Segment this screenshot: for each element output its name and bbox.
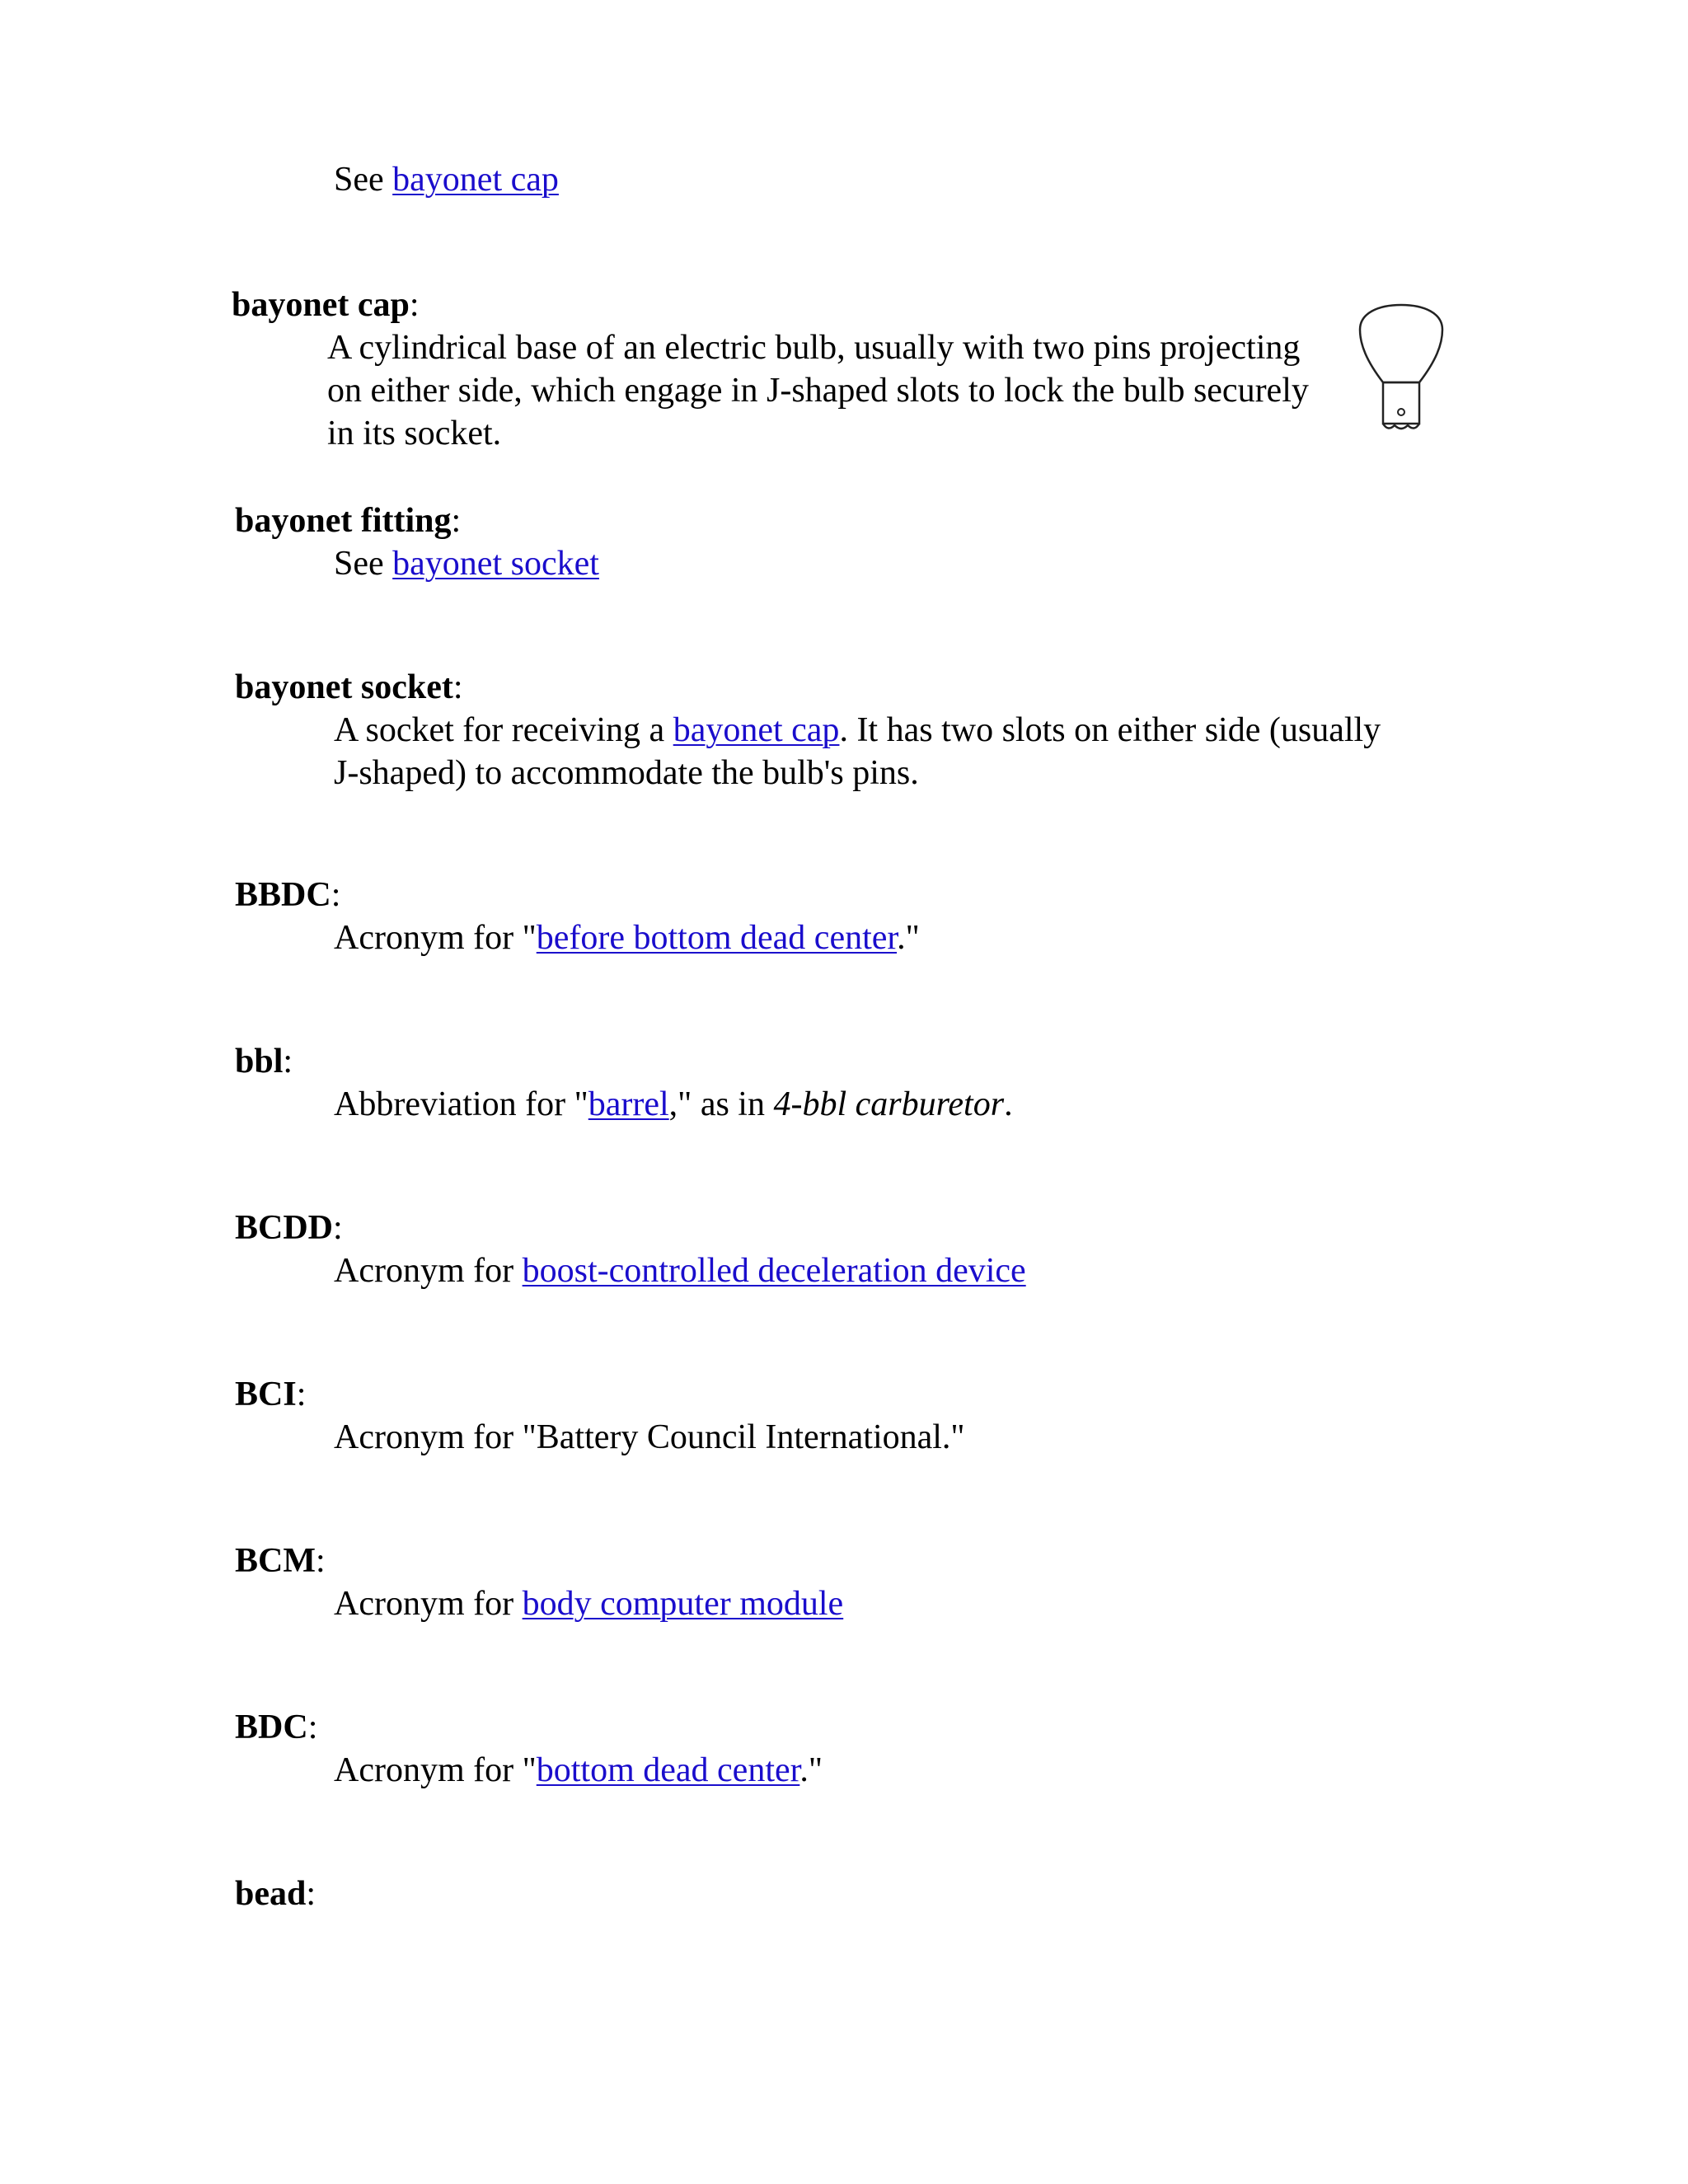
definition-prefix: Acronym for " [334, 1751, 537, 1789]
definition-suffix: ." [799, 1751, 823, 1789]
entry-term: BCM [235, 1542, 316, 1580]
definition-suffix: ." [897, 919, 920, 957]
term-colon: : [451, 502, 462, 540]
entry-term: bayonet socket [235, 668, 453, 706]
definition-suffix: . [1004, 1085, 1013, 1123]
entry-bead [235, 1872, 1372, 1915]
term-colon: : [296, 1376, 307, 1413]
entry-bci [235, 1373, 1372, 1459]
definition-prefix: Acronym for " [334, 919, 537, 957]
definition-prefix: Acronym for [334, 1252, 523, 1290]
entry-definition: A cylindrical base of an electric bulb, usually with two pins projecting on either side, which engage in J-shaped slots to lock the bulb securely in its socket. [327, 329, 1309, 452]
link-body-computer-module[interactable]: body computer module [522, 1585, 844, 1623]
entry-term-line [235, 1040, 1372, 1083]
entry-term: bayonet fitting [235, 502, 452, 540]
entry-term: BCI [235, 1376, 297, 1413]
entry-definition [334, 709, 1405, 794]
link-bottom-dead-center[interactable]: bottom dead center [536, 1751, 800, 1789]
definition-prefix: Abbreviation for " [334, 1085, 588, 1123]
link-before-bottom-dead-center[interactable]: before bottom dead center [536, 919, 898, 957]
definition-suffix: . It has two slots on either side (usually J-shaped) to accommodate the bulb's pins. [334, 711, 1381, 792]
see-reference [334, 158, 559, 201]
term-colon: : [333, 1209, 343, 1247]
entry-definition [334, 1582, 1372, 1625]
entry-term-line [235, 666, 1405, 709]
entry-bcm [235, 1540, 1372, 1625]
term-colon: : [409, 286, 420, 324]
term-colon: : [306, 1875, 316, 1913]
entry-bayonet-fitting [235, 499, 1372, 585]
entry-term: BDC [235, 1708, 308, 1746]
entry-term: bayonet cap [232, 286, 410, 324]
entry-definition [334, 1083, 1372, 1126]
entry-definition [334, 916, 1372, 959]
entry-term-line [235, 1706, 1372, 1749]
entry-bayonet-socket [235, 666, 1405, 794]
term-colon: : [331, 876, 341, 914]
entry-bdc [235, 1706, 1372, 1792]
entry-bayonet-cap [232, 284, 1369, 455]
entry-term-line [235, 1373, 1372, 1416]
link-bayonet-cap[interactable]: bayonet cap [392, 161, 559, 199]
entry-definition [334, 542, 1372, 585]
definition-prefix: See [334, 545, 393, 583]
entry-term-line [235, 1207, 1372, 1249]
entry-term-line [235, 874, 1372, 916]
entry-definition [334, 1749, 1372, 1792]
definition-prefix: A socket for receiving a [334, 711, 673, 749]
term-colon: : [307, 1708, 318, 1746]
term-colon: : [452, 668, 463, 706]
entry-definition: Acronym for "Battery Council International." [334, 1418, 965, 1456]
see-prefix: See [334, 161, 393, 199]
entry-term-line [235, 1540, 1372, 1582]
link-boost-controlled-deceleration-device[interactable]: boost-controlled deceleration device [522, 1252, 1026, 1290]
definition-example: 4-bbl carburetor [773, 1085, 1005, 1123]
entry-bbl [235, 1040, 1372, 1126]
definition-prefix: Acronym for [334, 1585, 523, 1623]
term-colon: : [283, 1043, 293, 1080]
link-bayonet-socket[interactable]: bayonet socket [392, 545, 599, 583]
entry-term: bead [235, 1875, 307, 1913]
entry-term-line [235, 1872, 1372, 1915]
entry-bcdd [235, 1207, 1372, 1292]
entry-term-line [235, 499, 1372, 542]
term-colon: : [316, 1542, 326, 1580]
light-bulb-icon [1358, 303, 1444, 435]
entry-definition [334, 1249, 1372, 1292]
link-barrel[interactable]: barrel [588, 1085, 669, 1123]
entry-term-line [232, 284, 1369, 326]
definition-middle: ," as in [668, 1085, 774, 1123]
entry-term: bbl [235, 1043, 284, 1080]
entry-bbdc [235, 874, 1372, 959]
entry-term: BCDD [235, 1209, 334, 1247]
entry-term: BBDC [235, 876, 331, 914]
link-bayonet-cap[interactable]: bayonet cap [673, 711, 840, 749]
